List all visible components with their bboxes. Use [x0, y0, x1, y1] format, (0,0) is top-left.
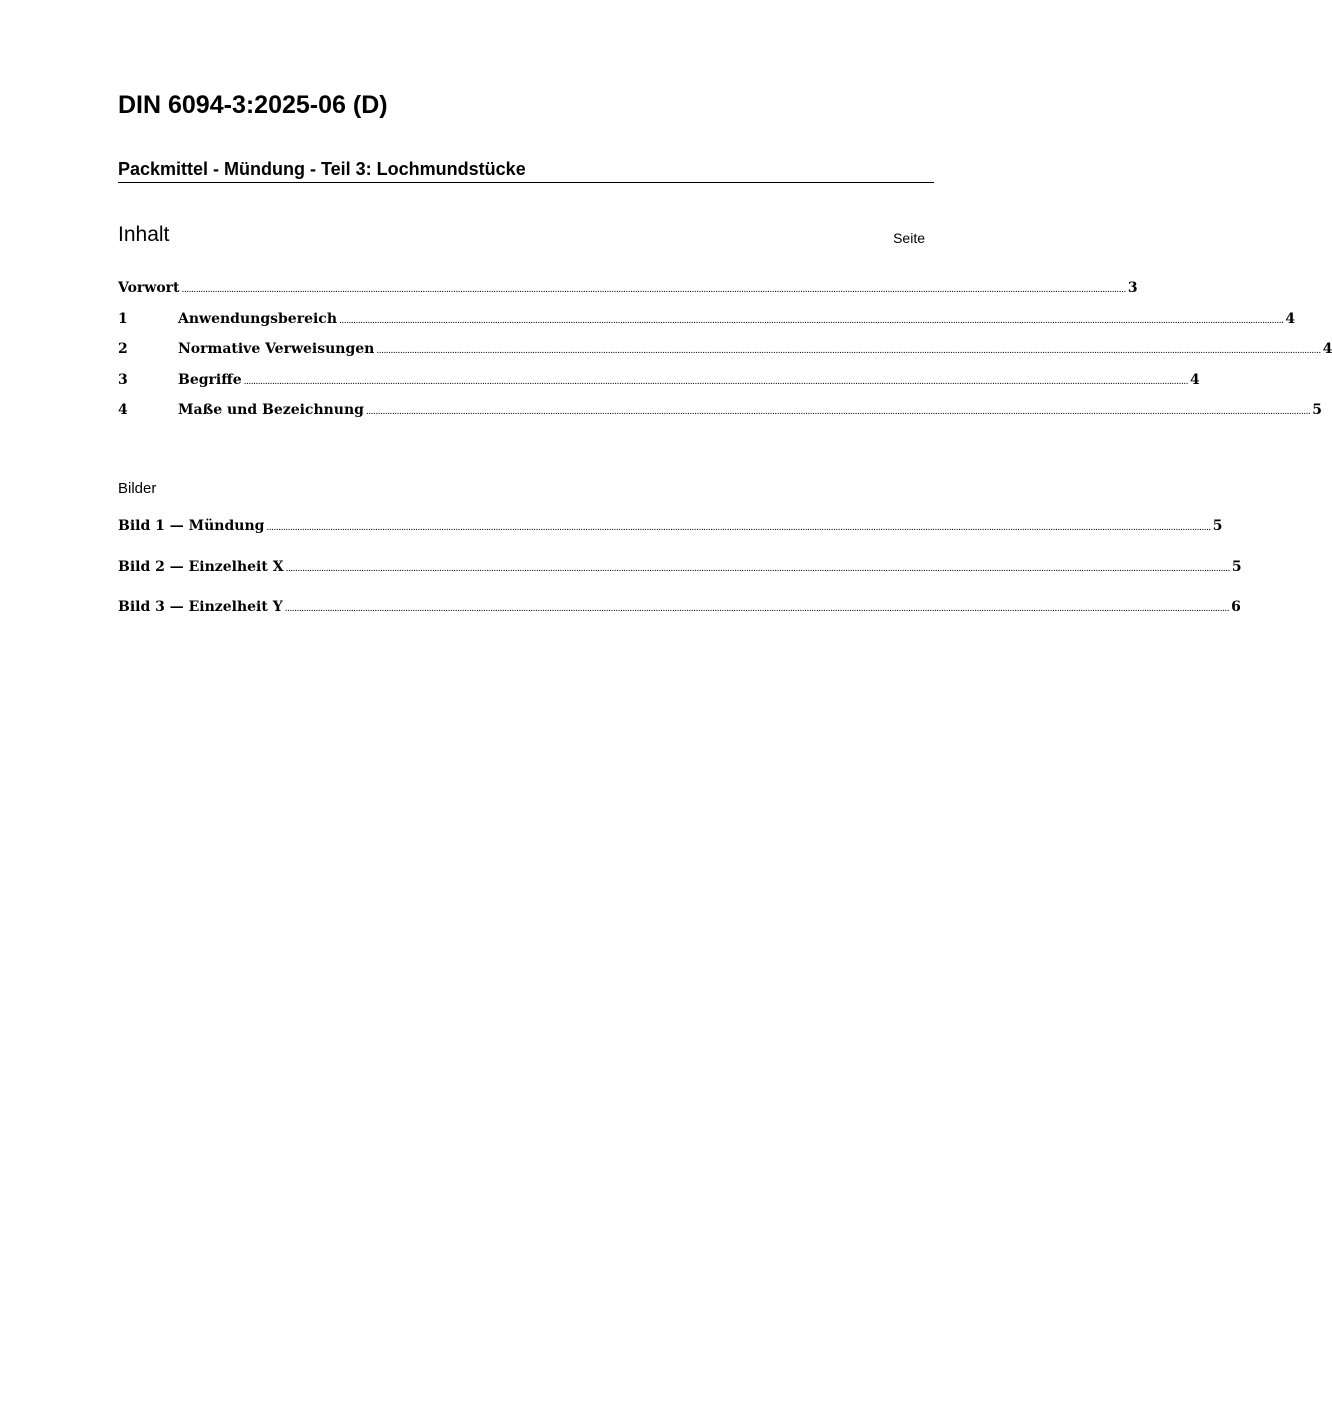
- toc-entry-number: 3: [118, 371, 128, 388]
- figure-entry-page: 5: [1212, 518, 1223, 534]
- toc-section-list: [118, 278, 1332, 431]
- figure-entry-bild-3[interactable]: [118, 597, 1241, 617]
- toc-entry-label: Maße und Bezeichnung: [178, 402, 364, 418]
- toc-entry-page: 4: [1285, 310, 1296, 327]
- toc-entry-label: Begriffe: [178, 371, 242, 388]
- toc-entry-page: 3: [1127, 280, 1138, 296]
- figure-entry-label: Bild 3 — Einzelheit Y: [118, 599, 283, 615]
- document-id: DIN 6094-3:2025-06 (D): [118, 91, 388, 119]
- toc-entry-label: Vorwort: [118, 280, 180, 296]
- toc-entry-begriffe[interactable]: [118, 370, 1200, 390]
- toc-entry-label: Anwendungsbereich: [178, 310, 337, 327]
- figure-entry-bild-1[interactable]: [118, 516, 1223, 536]
- toc-dot-leader: ................................................................................................................................................................................................................................................................................................................................................................................................................: [243, 376, 1188, 387]
- figure-entry-page: 5: [1231, 558, 1242, 575]
- toc-dot-leader: ................................................................................................................................................................................................................................................................................................................................................................................................................: [284, 604, 1230, 614]
- toc-entry-label: Normative Verweisungen: [178, 341, 375, 357]
- figure-entry-bild-2[interactable]: [118, 557, 1242, 577]
- toc-heading: Inhalt: [118, 223, 170, 246]
- toc-dot-leader: ................................................................................................................................................................................................................................................................................................................................................................................................................: [339, 315, 1284, 326]
- toc-entry-normative-verweisungen[interactable]: [118, 339, 1332, 359]
- toc-dot-leader: ................................................................................................................................................................................................................................................................................................................................................................................................................: [181, 285, 1126, 295]
- toc-dot-leader: ................................................................................................................................................................................................................................................................................................................................................................................................................: [365, 407, 1311, 417]
- figure-entry-label: Bild 1 — Mündung: [118, 518, 265, 534]
- toc-dot-leader: ................................................................................................................................................................................................................................................................................................................................................................................................................: [376, 346, 1321, 356]
- document-title: Packmittel - Mündung - Teil 3: Lochmundstücke: [118, 157, 934, 183]
- toc-entry-anwendungsbereich[interactable]: [118, 309, 1296, 329]
- toc-entry-number: 4: [118, 402, 128, 418]
- figure-entry-label: Bild 2 — Einzelheit X: [118, 558, 284, 575]
- figure-list: [118, 516, 1242, 638]
- toc-entry-page: 4: [1189, 371, 1200, 388]
- figures-heading: Bilder: [118, 480, 157, 497]
- figure-entry-page: 6: [1231, 599, 1241, 615]
- toc-entry-vorwort[interactable]: [118, 278, 1138, 298]
- toc-entry-number: 1: [118, 310, 128, 327]
- toc-entry-page: 4: [1322, 341, 1332, 357]
- toc-entry-number: 2: [118, 341, 128, 357]
- toc-entry-page: 5: [1312, 402, 1323, 418]
- toc-entry-masse-und-bezeichnung[interactable]: [118, 400, 1323, 420]
- toc-dot-leader: ................................................................................................................................................................................................................................................................................................................................................................................................................: [266, 523, 1211, 533]
- toc-page-column-label: Seite: [893, 230, 925, 246]
- toc-dot-leader: ................................................................................................................................................................................................................................................................................................................................................................................................................: [285, 563, 1230, 574]
